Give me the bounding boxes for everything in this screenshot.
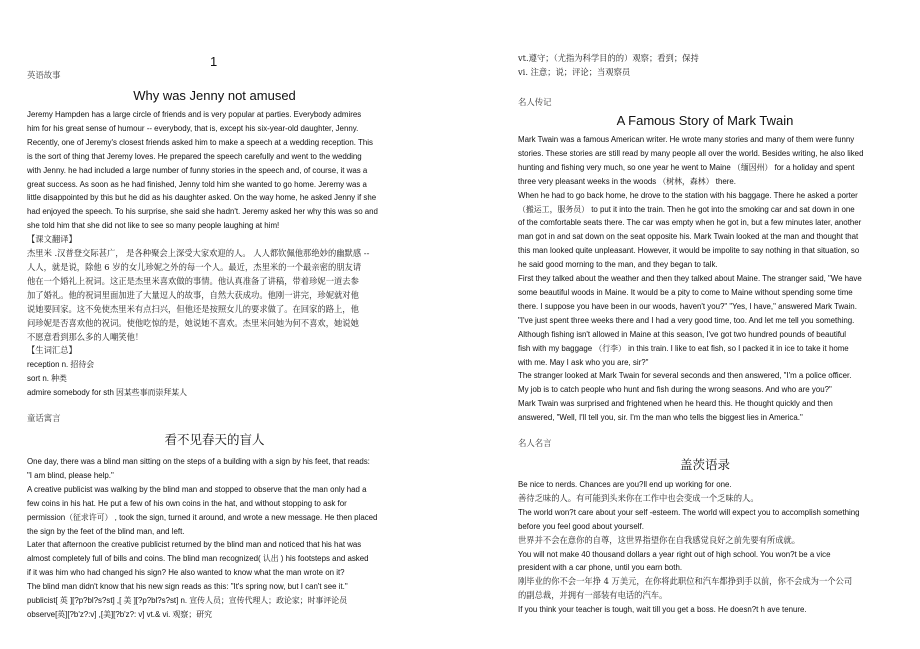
text-line: Jeremy Hampden has a large circle of friends and is very popular at parties. Everybody admires: [27, 110, 362, 119]
story-title-jenny: Why was Jenny not amused: [133, 88, 296, 103]
text-line: answered, "Well, I'll tell you, sir. I'm the man who tells the biggest lies in America.": [518, 413, 803, 423]
translation-line: 杰里米 .汉普登交际甚广， 是各种聚会上深受大家欢迎的人。 人人都钦佩他那绝妙的幽默感 --: [27, 248, 370, 259]
quote-translation: 世界并不会在意你的自尊，这世界指望你在自我感觉良好之前先要有所成就。: [518, 534, 801, 545]
vocab-heading: 【生词汇总】: [27, 345, 77, 356]
text-line: if it was him who had changed his sign? He also wanted to know what the man wrote on it?: [27, 568, 345, 578]
story-title-gates-quotes: 盖茨语录: [679, 457, 730, 472]
quotes-body: [518, 478, 892, 617]
quote-line: president with a car phone, until you earn both.: [518, 563, 683, 573]
section-label-english-story: 英语故事: [27, 70, 61, 80]
quote-translation: 刚毕业的你不会一年挣 4 万美元，在你将此职位和汽车都挣到手以前，你不会成为一个公司: [518, 576, 853, 587]
translation-line: 人人，就是说，除他 6 岁的女儿珍妮之外的每一个人。最近，杰里米的一个最亲密的朋友请: [27, 261, 362, 272]
vocab-line: reception n. 招待会: [27, 360, 95, 370]
story-body-blind-man: [27, 455, 402, 622]
vocab-continued: [518, 52, 892, 80]
text-line: with me. May I ask who you are, sir?": [518, 357, 649, 367]
vocab-line: vt.遵守；（尤指为科学目的的）观察；看到；保持: [518, 53, 699, 63]
translation-line: 不愿意看到那么多的人嘲笑他！: [27, 331, 144, 342]
text-line: is the sort of thing that Jeremy loves. He prepared the speech carefully and went to the wedding: [27, 151, 362, 161]
text-line: almost completely full of bills and coins. The blind man recognized( 认出 ) his footsteps and asked: [27, 554, 369, 564]
quote-line: If you think your teacher is tough, wait till you get a boss. He doesn?t h ave tenure.: [518, 605, 807, 615]
text-line: of the comfortable seats there. The car was empty when he got in, but a few minutes later, another: [518, 218, 862, 228]
translation-line: 问珍妮是否喜欢他的祝词。使他吃惊的是，她说她不喜欢。杰里米问她为何不喜欢，她说她: [27, 317, 359, 328]
quote-line: You will not make 40 thousand dollars a year right out of high school. You won?t be a vice: [518, 549, 831, 559]
translation-line: 他在一个婚礼上祝词。这正是杰里米喜欢做的事情。他认真准备了讲稿，带着珍妮一道去参: [27, 275, 359, 286]
text-line: there. I suppose you have been in our woods, haven't you?" "Yes, I have," answered Mark Twain.: [518, 301, 857, 311]
text-line: Mark Twain was a famous American writer. He wrote many stories and many of them were funny: [518, 135, 855, 144]
text-line: stories. These stories are still read by many people all over the world. Besides writing, he also liked: [518, 148, 864, 158]
text-line: with Jenny. he had included a large number of funny stories in the speech and, of course, it was a: [27, 165, 368, 175]
text-line: little disappointed by this but he did as his daughter asked. On the way home, he asked Jenny if she: [27, 193, 377, 203]
quote-line: before you feel good about yourself.: [518, 521, 644, 531]
text-line: he said good morning to the man, and they began to talk.: [518, 260, 718, 270]
text-line: great success. As soon as he had finished, Jenny told him she wanted to go home. Jeremy was a: [27, 179, 367, 189]
text-line: The blind man didn't know that his new sign reads as this: "It's spring now, but I can't see it.": [27, 582, 348, 592]
story-body-jenny: [27, 108, 402, 400]
text-line: My job is to catch people who hunt and fish during the wrong seasons. And who are you?": [518, 385, 832, 395]
page-number: 1: [210, 54, 218, 69]
text-line: few coins in his hat. He put a few of his own coins in the hat, and without stopping to ask for: [27, 498, 347, 508]
text-line: three very pleasant weeks in the woods （树林，森林） there.: [518, 176, 736, 186]
quote-translation: 的副总裁，并拥有一部装有电话的汽车。: [518, 590, 668, 601]
vocab-line: admire somebody for sth 因某些事而崇拜某人: [27, 388, 188, 398]
story-title-blind-man: 看不见春天的盲人: [164, 432, 265, 447]
section-label-fable: 童话寓言: [27, 413, 61, 423]
translation-heading: 【课文翻译】: [27, 234, 77, 245]
text-line: Mark Twain was surprised and frightened when he heard this. He thought quickly and then: [518, 399, 833, 409]
text-line: this man looked quite unpleasant. However, it would be impolite to say nothing in that situation, so: [518, 246, 860, 256]
text-line: Although fishing isn't allowed in Maine at this season, I've got two hundred pounds of beautiful: [518, 329, 847, 339]
vocab-line: vi. 注意；说；评论；当观察员: [518, 66, 631, 77]
translation-line: 说她要回家。这不免使杰里米有点扫兴，但他还是按照女儿的要求做了。在回家的路上，他: [27, 303, 359, 314]
translation-line: 加了婚礼。他的祝词里面加进了大量逗人的故事，自然大获成功。他刚一讲完，珍妮就对他: [27, 289, 359, 300]
text-line: some beautiful woods in Maine. It would be a pity to come to Maine without spending some time: [518, 287, 853, 297]
text-line: man got in and sat down on the seat opposite his. Mark Twain looked at the man and thought that: [518, 232, 859, 242]
vocab-line: sort n. 种类: [27, 374, 67, 384]
text-line: hunting and fishing very much, so one year he went to Maine （缅因州） for a holiday and spent: [518, 162, 855, 172]
text-line: A creative publicist was walking by the blind man and stopped to observe that the man only had a: [27, 484, 367, 494]
text-line: had enjoyed the speech. To his surprise, she said she hadn't. Jeremy asked her why this was so and: [27, 207, 378, 217]
text-line: "I've just spent three weeks there and I had a very good time, too. And let me tell you something.: [518, 315, 855, 325]
quote-translation: 善待乏味的人。有可能到头来你在工作中也会变成一个乏味的人。: [518, 492, 759, 503]
text-line: fish with my baggage （行李） in this train. I like to eat fish, so I packed it in ice to take it home: [518, 343, 849, 353]
text-line: Recently, one of Jeremy's closest friends asked him to make a speech at a wedding reception. This: [27, 137, 373, 147]
text-line: One day, there was a blind man sitting on the steps of a building with a sign by his feet, that reads:: [27, 457, 370, 466]
section-label-biography: 名人传记: [518, 97, 552, 107]
quote-line: The world won?t care about your self -esteem. The world will expect you to accomplish something: [518, 507, 860, 517]
text-line: him for his great sense of humour -- everybody, that is, except his six-year-old daughter, Jenny.: [27, 123, 359, 133]
text-line: The stranger looked at Mark Twain for several seconds and then answered, "I'm a police officer.: [518, 371, 852, 381]
text-line: publicist[ 英 ][?p?bl?s?st] ,[ 美 ][?p?bl?s?st] n. 宣传人员；宣传代理人；政论家；时事评论员: [27, 596, 348, 606]
text-line: （搬运工，服务员） to put it into the train. Then he got into the smoking car and sat down in one: [518, 204, 855, 214]
quote-line: Be nice to nerds. Chances are you?ll end up working for one.: [518, 480, 732, 489]
text-line: "I am blind, please help.": [27, 470, 114, 480]
text-line: she told him that she did not like to see so many people laughing at him!: [27, 221, 280, 231]
story-title-mark-twain: A Famous Story of Mark Twain: [616, 113, 794, 128]
text-line: permission（征求许可） , took the sign, turned it around, and wrote a new message. He then placed: [27, 512, 378, 522]
text-line: First they talked about the weather and then they talked about Maine. The stranger said, "We have: [518, 274, 862, 284]
text-line: observe[英][?b'z?:v] ,[美][?b'z?: v] vt.& vi. 观察；研究: [27, 609, 212, 619]
text-line: the sign by the feet of the blind man, and left.: [27, 526, 185, 536]
text-line: Later that afternoon the creative publicist returned by the blind man and noticed that his hat was: [27, 540, 362, 550]
story-body-mark-twain: [518, 133, 892, 425]
section-label-quotes: 名人名言: [518, 438, 552, 448]
text-line: When he had to go back home, he drove to the station with his baggage. There he asked a porter: [518, 190, 858, 200]
